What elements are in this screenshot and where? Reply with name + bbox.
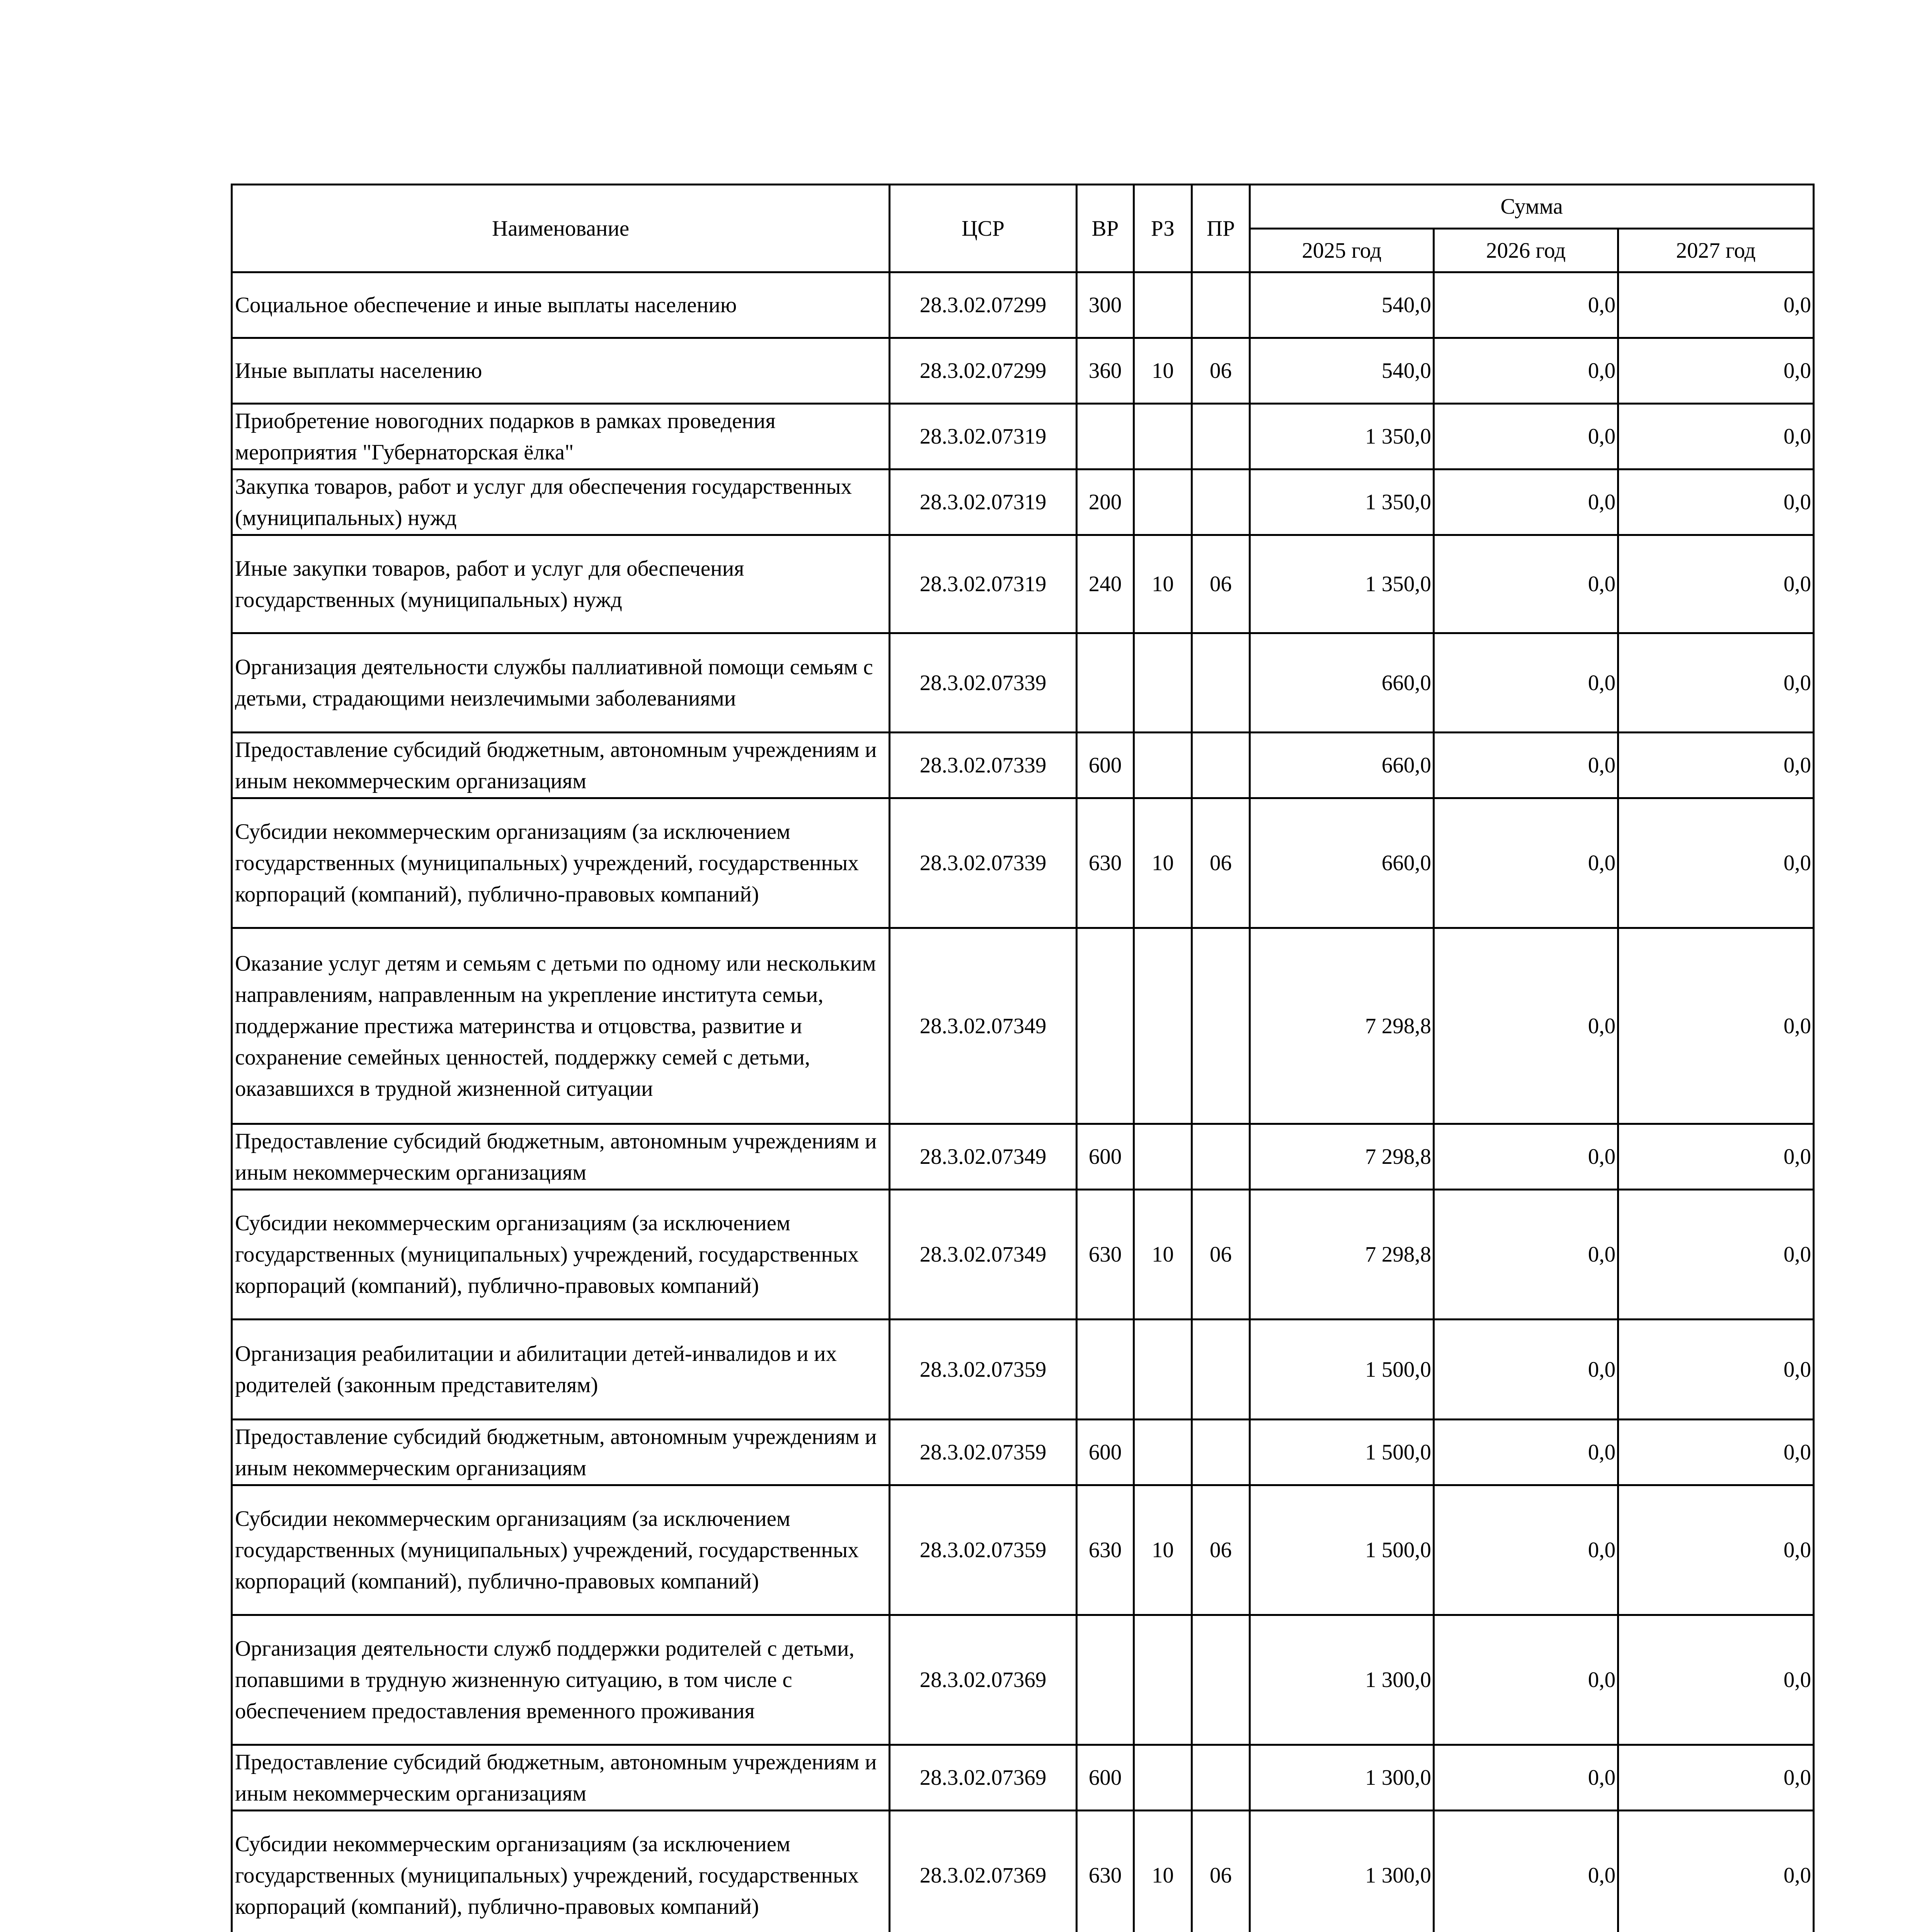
row-csr: 28.3.02.07369 bbox=[890, 1745, 1077, 1811]
row-rz bbox=[1134, 733, 1192, 798]
row-name: Оказание услуг детям и семьям с детьми по одному или нескольким направлениям, направленным на укрепление института семьи, поддержание престижа материнства и отцовства, развитие и сохранение семейных ценностей, поддержку семей с детьми, оказавшихся в трудной жизненной ситуации bbox=[232, 928, 890, 1124]
row-vr: 300 bbox=[1077, 272, 1134, 338]
row-amount-2026: 0,0 bbox=[1434, 633, 1618, 733]
row-amount-2025: 1 500,0 bbox=[1250, 1420, 1434, 1485]
row-vr: 200 bbox=[1077, 469, 1134, 535]
row-rz bbox=[1134, 469, 1192, 535]
row-pr: 06 bbox=[1192, 798, 1250, 928]
row-name: Предоставление субсидий бюджетным, автономным учреждениям и иным некоммерческим организациям bbox=[232, 1745, 890, 1811]
row-pr bbox=[1192, 272, 1250, 338]
row-amount-2025: 7 298,8 bbox=[1250, 928, 1434, 1124]
row-pr: 06 bbox=[1192, 1485, 1250, 1615]
row-vr: 600 bbox=[1077, 1124, 1134, 1190]
row-amount-2027: 0,0 bbox=[1618, 1745, 1814, 1811]
header-vr: ВР bbox=[1077, 185, 1134, 272]
table-row bbox=[232, 469, 1814, 535]
table-row bbox=[232, 1485, 1814, 1615]
row-name: Организация реабилитации и абилитации детей-инвалидов и их родителей (законным представителям) bbox=[232, 1320, 890, 1420]
row-vr: 630 bbox=[1077, 1485, 1134, 1615]
row-amount-2025: 1 500,0 bbox=[1250, 1320, 1434, 1420]
table-row bbox=[232, 535, 1814, 633]
row-amount-2025: 1 500,0 bbox=[1250, 1485, 1434, 1615]
row-rz bbox=[1134, 404, 1192, 469]
row-csr: 28.3.02.07319 bbox=[890, 469, 1077, 535]
row-name: Субсидии некоммерческим организациям (за исключением государственных (муниципальных) учреждений, государственных корпораций (компаний), публично-правовых компаний) bbox=[232, 1811, 890, 1932]
row-amount-2027: 0,0 bbox=[1618, 1124, 1814, 1190]
row-amount-2025: 1 300,0 bbox=[1250, 1745, 1434, 1811]
row-amount-2026: 0,0 bbox=[1434, 1615, 1618, 1745]
row-name: Субсидии некоммерческим организациям (за исключением государственных (муниципальных) учреждений, государственных корпораций (компаний), публично-правовых компаний) bbox=[232, 798, 890, 928]
row-amount-2026: 0,0 bbox=[1434, 338, 1618, 404]
row-csr: 28.3.02.07349 bbox=[890, 1124, 1077, 1190]
row-amount-2027: 0,0 bbox=[1618, 798, 1814, 928]
row-pr: 06 bbox=[1192, 338, 1250, 404]
row-name: Предоставление субсидий бюджетным, автономным учреждениям и иным некоммерческим организациям bbox=[232, 1420, 890, 1485]
row-vr: 630 bbox=[1077, 1190, 1134, 1320]
row-pr bbox=[1192, 404, 1250, 469]
row-amount-2027: 0,0 bbox=[1618, 1320, 1814, 1420]
row-amount-2027: 0,0 bbox=[1618, 633, 1814, 733]
row-csr: 28.3.02.07349 bbox=[890, 928, 1077, 1124]
row-amount-2027: 0,0 bbox=[1618, 338, 1814, 404]
row-csr: 28.3.02.07359 bbox=[890, 1320, 1077, 1420]
row-vr: 240 bbox=[1077, 535, 1134, 633]
row-amount-2025: 540,0 bbox=[1250, 272, 1434, 338]
row-pr bbox=[1192, 733, 1250, 798]
row-csr: 28.3.02.07339 bbox=[890, 733, 1077, 798]
row-amount-2027: 0,0 bbox=[1618, 272, 1814, 338]
row-amount-2025: 7 298,8 bbox=[1250, 1190, 1434, 1320]
row-vr: 630 bbox=[1077, 798, 1134, 928]
row-amount-2025: 1 300,0 bbox=[1250, 1811, 1434, 1932]
row-amount-2025: 660,0 bbox=[1250, 798, 1434, 928]
budget-table bbox=[231, 184, 1815, 1932]
row-name: Приобретение новогодних подарков в рамках проведения мероприятия "Губернаторская ёлка" bbox=[232, 404, 890, 469]
row-pr: 06 bbox=[1192, 1190, 1250, 1320]
row-pr bbox=[1192, 1124, 1250, 1190]
row-amount-2027: 0,0 bbox=[1618, 1420, 1814, 1485]
row-amount-2025: 660,0 bbox=[1250, 633, 1434, 733]
row-csr: 28.3.02.07339 bbox=[890, 798, 1077, 928]
row-amount-2027: 0,0 bbox=[1618, 1615, 1814, 1745]
row-vr bbox=[1077, 633, 1134, 733]
row-vr bbox=[1077, 1320, 1134, 1420]
row-csr: 28.3.02.07299 bbox=[890, 272, 1077, 338]
row-name: Закупка товаров, работ и услуг для обеспечения государственных (муниципальных) нужд bbox=[232, 469, 890, 535]
row-rz: 10 bbox=[1134, 1190, 1192, 1320]
table-row bbox=[232, 1320, 1814, 1420]
row-amount-2025: 1 350,0 bbox=[1250, 404, 1434, 469]
row-rz bbox=[1134, 928, 1192, 1124]
table-row bbox=[232, 1190, 1814, 1320]
row-amount-2027: 0,0 bbox=[1618, 928, 1814, 1124]
row-amount-2026: 0,0 bbox=[1434, 1190, 1618, 1320]
table-row bbox=[232, 928, 1814, 1124]
row-pr bbox=[1192, 928, 1250, 1124]
row-amount-2026: 0,0 bbox=[1434, 733, 1618, 798]
row-pr: 06 bbox=[1192, 1811, 1250, 1932]
row-amount-2025: 7 298,8 bbox=[1250, 1124, 1434, 1190]
row-rz bbox=[1134, 272, 1192, 338]
row-rz: 10 bbox=[1134, 535, 1192, 633]
row-vr: 360 bbox=[1077, 338, 1134, 404]
row-amount-2026: 0,0 bbox=[1434, 1485, 1618, 1615]
header-year-2025: 2025 год bbox=[1250, 229, 1434, 272]
row-vr bbox=[1077, 404, 1134, 469]
row-amount-2026: 0,0 bbox=[1434, 1745, 1618, 1811]
row-pr bbox=[1192, 1615, 1250, 1745]
table-row bbox=[232, 1615, 1814, 1745]
row-amount-2025: 1 350,0 bbox=[1250, 469, 1434, 535]
table-row bbox=[232, 798, 1814, 928]
row-rz bbox=[1134, 1420, 1192, 1485]
table-row bbox=[232, 272, 1814, 338]
table-row bbox=[232, 1811, 1814, 1932]
row-name: Организация деятельности служб поддержки родителей с детьми, попавшими в трудную жизненную ситуацию, в том числе с обеспечением предоставления временного проживания bbox=[232, 1615, 890, 1745]
row-rz bbox=[1134, 1745, 1192, 1811]
row-pr bbox=[1192, 469, 1250, 535]
row-rz: 10 bbox=[1134, 1485, 1192, 1615]
row-pr bbox=[1192, 1320, 1250, 1420]
row-amount-2026: 0,0 bbox=[1434, 1124, 1618, 1190]
row-pr bbox=[1192, 1420, 1250, 1485]
row-name: Предоставление субсидий бюджетным, автономным учреждениям и иным некоммерческим организациям bbox=[232, 733, 890, 798]
header-pr: ПР bbox=[1192, 185, 1250, 272]
row-csr: 28.3.02.07319 bbox=[890, 404, 1077, 469]
table-body bbox=[232, 272, 1814, 1932]
table-row bbox=[232, 1124, 1814, 1190]
row-amount-2027: 0,0 bbox=[1618, 1190, 1814, 1320]
header-name: Наименование bbox=[232, 185, 890, 272]
row-name: Иные выплаты населению bbox=[232, 338, 890, 404]
header-year-2026: 2026 год bbox=[1434, 229, 1618, 272]
table-header bbox=[232, 185, 1814, 272]
row-csr: 28.3.02.07299 bbox=[890, 338, 1077, 404]
row-amount-2026: 0,0 bbox=[1434, 404, 1618, 469]
row-rz: 10 bbox=[1134, 338, 1192, 404]
header-year-2027: 2027 год bbox=[1618, 229, 1814, 272]
row-amount-2026: 0,0 bbox=[1434, 928, 1618, 1124]
row-name: Организация деятельности службы паллиативной помощи семьям с детьми, страдающими неизлечимыми заболеваниями bbox=[232, 633, 890, 733]
row-amount-2025: 1 300,0 bbox=[1250, 1615, 1434, 1745]
row-vr bbox=[1077, 1615, 1134, 1745]
row-csr: 28.3.02.07369 bbox=[890, 1811, 1077, 1932]
row-csr: 28.3.02.07319 bbox=[890, 535, 1077, 633]
row-name: Субсидии некоммерческим организациям (за исключением государственных (муниципальных) учреждений, государственных корпораций (компаний), публично-правовых компаний) bbox=[232, 1190, 890, 1320]
row-vr: 600 bbox=[1077, 733, 1134, 798]
row-vr: 630 bbox=[1077, 1811, 1134, 1932]
row-amount-2026: 0,0 bbox=[1434, 1811, 1618, 1932]
row-name: Предоставление субсидий бюджетным, автономным учреждениям и иным некоммерческим организациям bbox=[232, 1124, 890, 1190]
row-rz: 10 bbox=[1134, 1811, 1192, 1932]
row-amount-2026: 0,0 bbox=[1434, 272, 1618, 338]
row-pr bbox=[1192, 1745, 1250, 1811]
row-csr: 28.3.02.07359 bbox=[890, 1420, 1077, 1485]
row-amount-2026: 0,0 bbox=[1434, 798, 1618, 928]
table-row bbox=[232, 404, 1814, 469]
row-amount-2026: 0,0 bbox=[1434, 1420, 1618, 1485]
row-csr: 28.3.02.07349 bbox=[890, 1190, 1077, 1320]
row-amount-2026: 0,0 bbox=[1434, 1320, 1618, 1420]
row-rz bbox=[1134, 1124, 1192, 1190]
row-amount-2027: 0,0 bbox=[1618, 535, 1814, 633]
row-amount-2025: 660,0 bbox=[1250, 733, 1434, 798]
table-row bbox=[232, 1745, 1814, 1811]
header-csr: ЦСР bbox=[890, 185, 1077, 272]
row-rz bbox=[1134, 1320, 1192, 1420]
row-csr: 28.3.02.07369 bbox=[890, 1615, 1077, 1745]
table-row bbox=[232, 338, 1814, 404]
row-amount-2025: 1 350,0 bbox=[1250, 535, 1434, 633]
table-row bbox=[232, 733, 1814, 798]
row-pr: 06 bbox=[1192, 535, 1250, 633]
row-amount-2027: 0,0 bbox=[1618, 733, 1814, 798]
row-rz bbox=[1134, 633, 1192, 733]
row-amount-2026: 0,0 bbox=[1434, 469, 1618, 535]
row-rz: 10 bbox=[1134, 798, 1192, 928]
row-pr bbox=[1192, 633, 1250, 733]
row-amount-2025: 540,0 bbox=[1250, 338, 1434, 404]
row-vr: 600 bbox=[1077, 1745, 1134, 1811]
row-vr: 600 bbox=[1077, 1420, 1134, 1485]
row-amount-2027: 0,0 bbox=[1618, 469, 1814, 535]
row-csr: 28.3.02.07359 bbox=[890, 1485, 1077, 1615]
row-amount-2026: 0,0 bbox=[1434, 535, 1618, 633]
row-csr: 28.3.02.07339 bbox=[890, 633, 1077, 733]
table-row bbox=[232, 633, 1814, 733]
row-name: Иные закупки товаров, работ и услуг для обеспечения государственных (муниципальных) нужд bbox=[232, 535, 890, 633]
row-rz bbox=[1134, 1615, 1192, 1745]
row-vr bbox=[1077, 928, 1134, 1124]
row-amount-2027: 0,0 bbox=[1618, 404, 1814, 469]
header-rz: РЗ bbox=[1134, 185, 1192, 272]
row-amount-2027: 0,0 bbox=[1618, 1485, 1814, 1615]
row-name: Субсидии некоммерческим организациям (за исключением государственных (муниципальных) учреждений, государственных корпораций (компаний), публично-правовых компаний) bbox=[232, 1485, 890, 1615]
table-row bbox=[232, 1420, 1814, 1485]
header-sum: Сумма bbox=[1250, 185, 1814, 229]
row-name: Социальное обеспечение и иные выплаты населению bbox=[232, 272, 890, 338]
row-amount-2027: 0,0 bbox=[1618, 1811, 1814, 1932]
